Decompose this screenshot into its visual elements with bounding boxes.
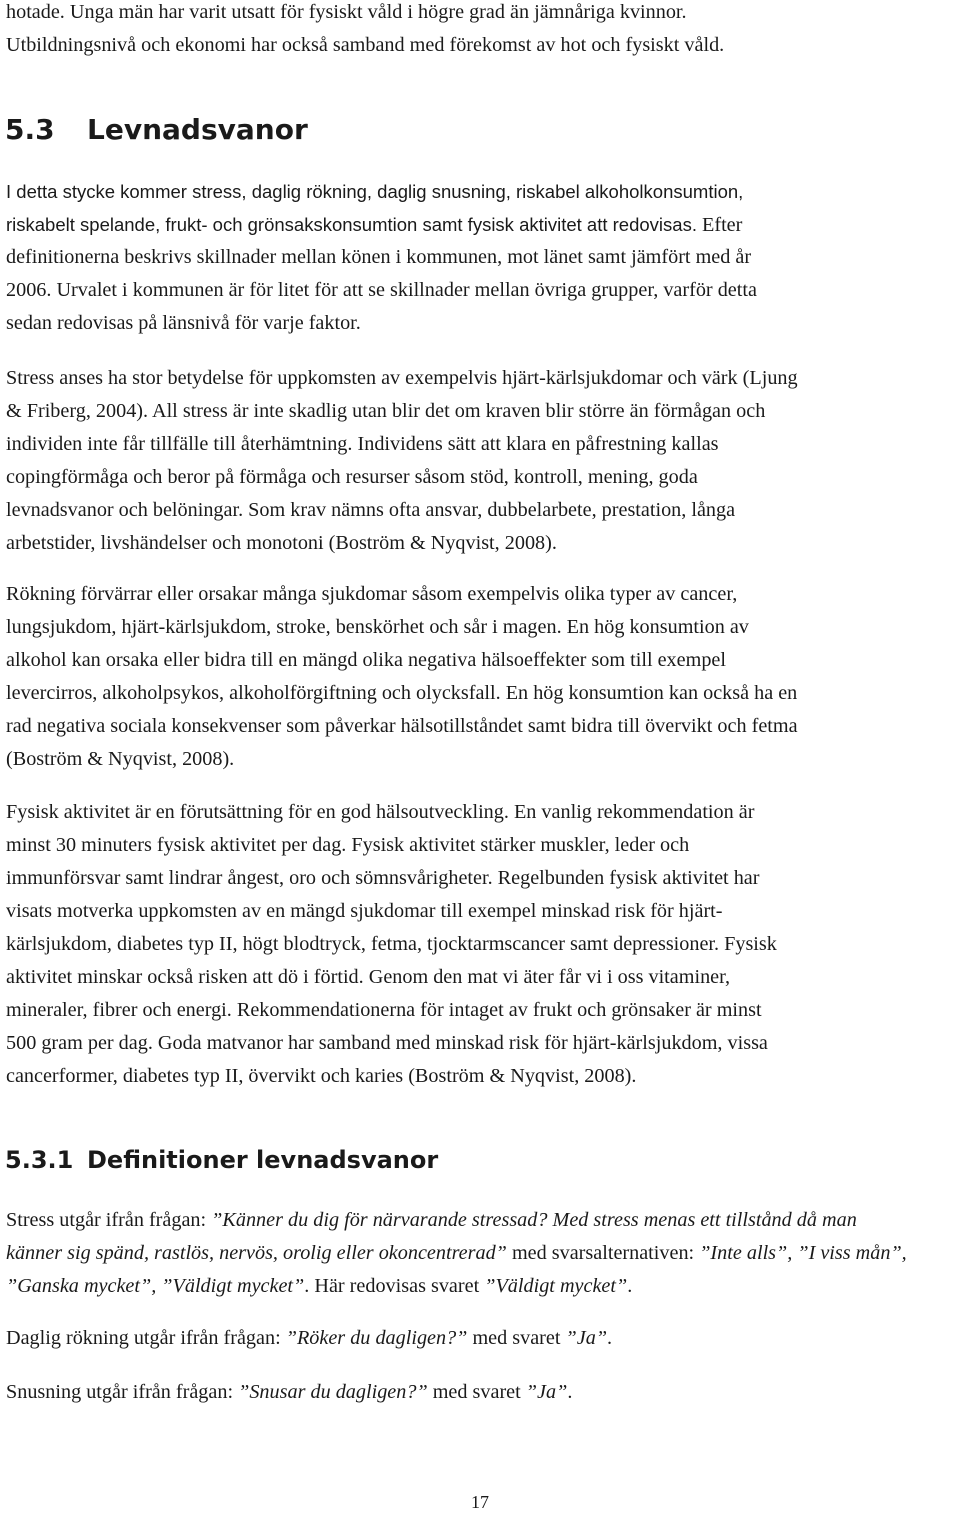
text-line: hotade. Unga män har varit utsatt för fysiskt våld i högre grad än jämnåriga kvinnor. [6, 1, 687, 23]
text-line: Efter [696, 214, 743, 236]
text-line: (Boström & Nyqvist, 2008). [6, 748, 235, 770]
definition-smoking [6, 1322, 958, 1355]
text-run: Snusning utgår ifrån frågan: [6, 1381, 239, 1403]
section-number: 5.3.1 [5, 1146, 74, 1174]
text-line: cancerformer, diabetes typ II, övervikt och karies (Boström & Nyqvist, 2008). [6, 1065, 637, 1087]
text-line: kärlsjukdom, diabetes typ II, högt blodtryck, fetma, tjocktarmscancer samt depressioner. Fysisk [6, 933, 777, 955]
text-line: minst 30 minuters fysisk aktivitet per dag. Fysisk aktivitet stärker muskler, leder och [6, 834, 690, 856]
section-title: Levnadsvanor [87, 113, 308, 146]
text-line: 2006. Urvalet i kommunen är för litet för att se skillnader mellan övriga grupper, varför detta [6, 279, 757, 301]
paragraph-levnadsvanor-intro [6, 175, 958, 340]
text-line: aktivitet minskar också risken att dö i förtid. Genom den mat vi äter får vi i oss vitaminer, [6, 966, 731, 988]
text-line: Rökning förvärrar eller orsakar många sjukdomar såsom exempelvis olika typer av cancer, [6, 583, 738, 605]
answer-options: ”Inte alls”, ”I viss mån”, [699, 1242, 907, 1264]
text-run: med svaret [467, 1327, 566, 1349]
text-line: Utbildningsnivå och ekonomi har också samband med förekomst av hot och fysiskt våld. [6, 34, 725, 56]
answer-options: ”Ganska mycket”, ”Väldigt mycket” [6, 1275, 305, 1297]
text-run: med svaret [427, 1381, 526, 1403]
text-run: . [607, 1327, 613, 1349]
text-run: med svarsalternativen: [506, 1242, 700, 1264]
paragraph-fysisk-aktivitet [6, 796, 958, 1093]
definition-stress [6, 1204, 958, 1303]
text-line: sedan redovisas på länsnivå för varje faktor. [6, 312, 361, 334]
question-text: ”Snusar du dagligen?” [238, 1381, 428, 1403]
text-line: lungsjukdom, hjärt-kärlsjukdom, stroke, benskörhet och sår i magen. En hög konsumtion av [6, 616, 749, 638]
intro-paragraph [6, 0, 958, 62]
question-text: ”Röker du dagligen?” [285, 1327, 468, 1349]
text-run: . Här redovisas svaret [304, 1275, 485, 1297]
text-line: riskabelt spelande, frukt- och grönsakskonsumtion samt fysisk aktivitet att redovisas. [6, 214, 697, 235]
section-title: Definitioner levnadsvanor [87, 1146, 439, 1174]
text-line: & Friberg, 2004). All stress är inte skadlig utan blir det om kraven blir större än förmågan och [6, 400, 766, 422]
text-line: mineraler, fibrer och energi. Rekommendationerna för intaget av frukt och grönsaker är minst [6, 999, 762, 1021]
selected-answer: ”Ja” [565, 1327, 608, 1349]
text-line: alkohol kan orsaka eller bidra till en mängd olika negativa hälsoeffekter som till exempel [6, 649, 726, 671]
text-line: 500 gram per dag. Goda matvanor har samband med minskad risk för hjärt-kärlsjukdom, vissa [6, 1032, 768, 1054]
text-line: levercirros, alkoholpsykos, alkoholförgiftning och olycksfall. En hög konsumtion kan också ha en [6, 682, 798, 704]
text-line: arbetstider, livshändelser och monotoni (Boström & Nyqvist, 2008). [6, 532, 557, 554]
text-line: copingförmåga och beror på förmåga och resurser såsom stöd, kontroll, mening, goda [6, 466, 698, 488]
text-line: visats motverka uppkomsten av en mängd sjukdomar till exempel minskad risk för hjärt- [6, 900, 723, 922]
text-line: Stress anses ha stor betydelse för uppkomsten av exempelvis hjärt-kärlsjukdomar och värk (Ljung [6, 367, 798, 389]
definition-snus [6, 1376, 958, 1409]
text-run: . [567, 1381, 573, 1403]
paragraph-rokning-alkohol [6, 578, 958, 776]
page-number: 17 [471, 1492, 489, 1512]
section-number: 5.3 [5, 113, 55, 146]
text-line: rad negativa sociala konsekvenser som påverkar hälsotillståndet samt bidra till övervikt och fetma [6, 715, 798, 737]
text-line: immunförsvar samt lindrar ångest, oro och sömnsvårigheter. Regelbunden fysisk aktivitet har [6, 867, 760, 889]
text-line: definitionerna beskrivs skillnader mellan könen i kommunen, mot länet samt jämfört med år [6, 246, 752, 268]
text-line: individen inte får tillfälle till återhämtning. Individens sätt att klara en påfrestning kallas [6, 433, 719, 455]
text-run: Stress utgår ifrån frågan: [6, 1209, 212, 1231]
question-text: ”Känner du dig för närvarande stressad? Med stress menas ett tillstånd då man [211, 1209, 857, 1231]
selected-answer: ”Ja” [525, 1381, 568, 1403]
text-line: levnadsvanor och belöningar. Som krav nämns ofta ansvar, dubbelarbete, prestation, långa [6, 499, 736, 521]
section-heading-5-3-1 [5, 1144, 438, 1176]
question-text: känner sig spänd, rastlös, nervös, orolig eller okoncentrerad” [6, 1242, 507, 1264]
text-run: Daglig rökning utgår ifrån frågan: [6, 1327, 286, 1349]
section-heading-5-3 [5, 112, 308, 148]
selected-answer: ”Väldigt mycket” [484, 1275, 628, 1297]
text-line: I detta stycke kommer stress, daglig rökning, daglig snusning, riskabel alkoholkonsumtion, [6, 181, 744, 202]
text-run: . [627, 1275, 633, 1297]
paragraph-stress [6, 362, 958, 560]
text-line: Fysisk aktivitet är en förutsättning för en god hälsoutveckling. En vanlig rekommendation är [6, 801, 755, 823]
